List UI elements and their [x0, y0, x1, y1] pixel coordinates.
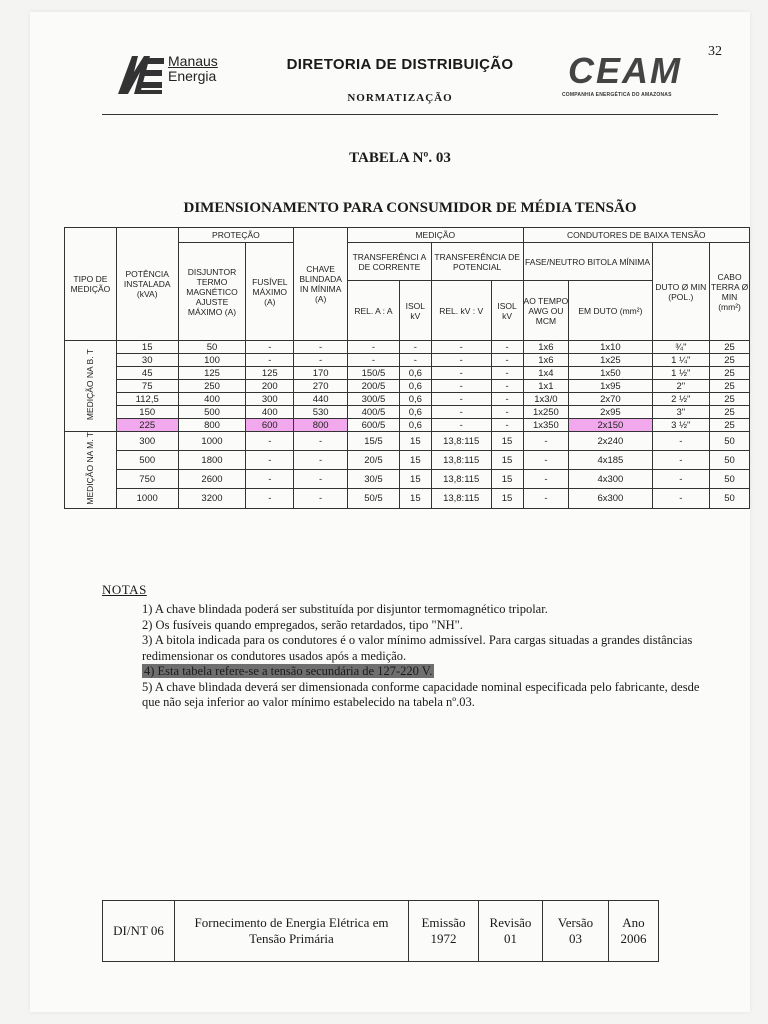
table-cell: -: [652, 489, 710, 508]
table-cell: -: [523, 470, 569, 489]
notes-list: [142, 602, 702, 711]
table-cell: 20/5: [348, 451, 400, 470]
table-cell: 15: [116, 341, 178, 354]
table-cell: 0,6: [399, 406, 431, 419]
footer-table: [102, 900, 659, 962]
table-cell: -: [294, 341, 348, 354]
table-cell: 1x250: [523, 406, 569, 419]
table-cell: 25: [710, 419, 750, 432]
table-cell: 125: [178, 367, 246, 380]
table-cell: 4x300: [569, 470, 652, 489]
table-cell: 25: [710, 393, 750, 406]
note-item: [142, 633, 702, 664]
table-cell: 800: [294, 419, 348, 432]
note-item: [142, 680, 702, 711]
note-text: [142, 664, 434, 678]
header-fase-neutro: FASE/NEUTRO BITOLA MÍNIMA: [523, 243, 652, 281]
table-cell: 400/5: [348, 406, 400, 419]
table-cell: 50/5: [348, 489, 400, 508]
table-cell: -: [348, 354, 400, 367]
table-cell: 6x300: [569, 489, 652, 508]
note-item: [142, 664, 702, 680]
table-cell: -: [399, 341, 431, 354]
table-cell: 15: [399, 451, 431, 470]
table-cell: -: [431, 393, 491, 406]
table-cell: 15: [399, 489, 431, 508]
table-cell: 170: [294, 367, 348, 380]
table-cell: 600/5: [348, 419, 400, 432]
table-cell: -: [294, 489, 348, 508]
table-subtitle: DIMENSIONAMENTO PARA CONSUMIDOR DE MÉDIA TENSÃO: [183, 200, 637, 216]
header-cabo-terra: CABO TERRA Ø MIN (mm²): [710, 243, 750, 341]
table-cell: 2": [652, 380, 710, 393]
table-cell: -: [246, 451, 294, 470]
header-transferencia-potencial: TRANSFERÊNCIA DE POTENCIAL: [431, 243, 523, 281]
table-cell: -: [431, 419, 491, 432]
footer-ano-label: Ano: [622, 915, 645, 930]
table-cell: 112,5: [116, 393, 178, 406]
table-cell: -: [523, 489, 569, 508]
table-cell: -: [348, 341, 400, 354]
table-cell: 25: [710, 341, 750, 354]
table-cell: -: [246, 341, 294, 354]
header-subtitle: NORMATIZAÇÃO: [347, 92, 453, 104]
footer-description: Fornecimento de Energia Elétrica em Tensão Primária: [175, 901, 409, 962]
group-medicao-bt-label: MEDIÇÃO NA B. T: [84, 348, 95, 421]
table-cell: -: [246, 489, 294, 508]
notes-title: NOTAS: [102, 582, 147, 597]
table-body-bt: [65, 341, 750, 432]
table-cell: 1 ½": [652, 367, 710, 380]
footer-versao-label: Versão: [557, 915, 594, 930]
note-text: [142, 680, 699, 710]
table-body-mt: [65, 432, 750, 509]
note-body: A bitola indicada para os condutores é o valor mínimo admissível. Para cargas situadas a grandes distâncias redimensionar os condutores usados após a medição.: [142, 633, 693, 663]
header-condutores: CONDUTORES DE BAIXA TENSÃO: [523, 228, 750, 243]
table-cell: -: [491, 341, 523, 354]
note-item: [142, 602, 702, 618]
dimensioning-table: [64, 227, 750, 509]
ceam-logo-subtitle: COMPANHIA ENERGÉTICA DO AMAZONAS: [562, 92, 672, 98]
manaus-energia-logo: [114, 52, 166, 96]
table-cell: 75: [116, 380, 178, 393]
table-cell: 3 ½": [652, 419, 710, 432]
table-cell: -: [399, 354, 431, 367]
header-ao-tempo: AO TEMPO AWG OU MCM: [523, 281, 569, 341]
table-cell: 300: [246, 393, 294, 406]
logo-line-2: Energia: [168, 68, 217, 84]
table-cell: -: [523, 451, 569, 470]
header-potencia: POTÊNCIA INSTALADA (kVA): [116, 228, 178, 341]
table-cell: ¾": [652, 341, 710, 354]
table-cell: 25: [710, 354, 750, 367]
table-cell: 750: [116, 470, 178, 489]
footer-code: DI/NT 06: [103, 901, 175, 962]
note-number: 4): [144, 664, 155, 678]
table-cell: 50: [710, 489, 750, 508]
group-medicao-mt-label: MEDIÇÃO NA M. T: [84, 432, 95, 505]
table-cell: 150: [116, 406, 178, 419]
footer-ano-value: 2006: [620, 931, 647, 946]
table-cell: 530: [294, 406, 348, 419]
table-cell: 50: [178, 341, 246, 354]
table-row: [65, 393, 750, 406]
note-number: 2): [142, 617, 153, 632]
table-cell: 2x95: [569, 406, 652, 419]
table-cell: 30: [116, 354, 178, 367]
table-cell: -: [294, 354, 348, 367]
table-row: [65, 406, 750, 419]
table-cell: 15: [491, 489, 523, 508]
table-cell: 3200: [178, 489, 246, 508]
footer-versao: [543, 901, 609, 962]
table-row: [65, 451, 750, 470]
logo-line-1: Manaus: [168, 53, 218, 69]
table-cell: 1000: [116, 489, 178, 508]
header-transferencia-corrente: TRANSFERÊNCI A DE CORRENTE: [348, 243, 432, 281]
table-cell: 200: [246, 380, 294, 393]
table-cell: 1x6: [523, 341, 569, 354]
table-cell: 15: [399, 470, 431, 489]
table-cell: 2 ½": [652, 393, 710, 406]
table-cell: 0,6: [399, 419, 431, 432]
note-text: [142, 602, 548, 616]
table-cell: 13,8:115: [431, 451, 491, 470]
table-row: [65, 341, 750, 354]
table-cell: -: [294, 432, 348, 451]
table-cell: 150/5: [348, 367, 400, 380]
note-body: Os fusíveis quando empregados, serão retardados, tipo "NH".: [155, 617, 463, 632]
table-cell: 270: [294, 380, 348, 393]
group-medicao-bt: [65, 341, 117, 432]
table-cell: 600: [246, 419, 294, 432]
table-cell: 15: [491, 451, 523, 470]
table-cell: 500: [178, 406, 246, 419]
header-isol-2: ISOL kV: [491, 281, 523, 341]
table-cell: 250: [178, 380, 246, 393]
table-cell: 200/5: [348, 380, 400, 393]
table-cell: 1x50: [569, 367, 652, 380]
footer-versao-value: 03: [569, 931, 582, 946]
table-cell: -: [294, 451, 348, 470]
table-cell: 1x25: [569, 354, 652, 367]
footer-emissao: [409, 901, 479, 962]
table-cell: 1 ¼": [652, 354, 710, 367]
table-cell: 4x185: [569, 451, 652, 470]
header-disjuntor: DISJUNTOR TERMO MAGNÉTICO AJUSTE MÁXIMO (A): [178, 243, 246, 341]
table-cell: -: [431, 380, 491, 393]
table-cell: 1800: [178, 451, 246, 470]
note-body: Esta tabela refere-se a tensão secundária de 127-220 V.: [157, 664, 433, 678]
note-item: [142, 618, 702, 634]
table-cell: 0,6: [399, 393, 431, 406]
note-number: 3): [142, 633, 153, 647]
table-cell: 13,8:115: [431, 489, 491, 508]
note-body: A chave blindada deverá ser dimensionada conforme capacidade nominal especificada pelo fabricante, desde que não seja inferior ao valor mínimo estabelecido na tabela nº.03.: [142, 679, 700, 709]
table-cell: -: [491, 419, 523, 432]
table-cell: 1x1: [523, 380, 569, 393]
table-cell: 1x350: [523, 419, 569, 432]
header-em-duto: EM DUTO (mm²): [569, 281, 652, 341]
table-cell: 1x4: [523, 367, 569, 380]
table-cell: 50: [710, 470, 750, 489]
document-page: [30, 12, 750, 1012]
table-cell: 125: [246, 367, 294, 380]
table-cell: -: [431, 354, 491, 367]
table-cell: -: [246, 470, 294, 489]
table-cell: -: [652, 451, 710, 470]
table-cell: 0,6: [399, 380, 431, 393]
table-cell: 100: [178, 354, 246, 367]
note-text: [142, 633, 692, 663]
table-cell: 1x95: [569, 380, 652, 393]
table-cell: 500: [116, 451, 178, 470]
table-cell: 300/5: [348, 393, 400, 406]
table-cell: 225: [116, 419, 178, 432]
footer-emissao-label: Emissão: [421, 915, 466, 930]
header-tipo-medicao: TIPO DE MEDIÇÃO: [65, 228, 117, 341]
table-cell: -: [652, 470, 710, 489]
table-cell: 1x3/0: [523, 393, 569, 406]
table-cell: 15: [399, 432, 431, 451]
table-cell: 2x240: [569, 432, 652, 451]
note-number: 5): [142, 679, 153, 694]
table-cell: -: [491, 354, 523, 367]
table-cell: 15: [491, 432, 523, 451]
table-row: [65, 432, 750, 451]
header-protecao: PROTEÇÃO: [178, 228, 294, 243]
group-medicao-mt: [65, 432, 117, 509]
footer-revisao-label: Revisão: [489, 915, 532, 930]
table-cell: -: [491, 393, 523, 406]
table-cell: 45: [116, 367, 178, 380]
table-cell: 0,6: [399, 367, 431, 380]
table-cell: 50: [710, 451, 750, 470]
table-cell: -: [491, 367, 523, 380]
table-cell: 3": [652, 406, 710, 419]
note-number: 1): [142, 602, 153, 616]
table-cell: 30/5: [348, 470, 400, 489]
note-text: [142, 618, 463, 632]
header-duto: DUTO Ø MIN (POL.): [652, 243, 710, 341]
header-divider: [102, 114, 718, 115]
header-title: DIRETORIA DE DISTRIBUIÇÃO: [286, 56, 514, 73]
header-fusivel: FUSÍVEL MÁXIMO (A): [246, 243, 294, 341]
header-rel-a: REL. A : A: [348, 281, 400, 341]
table-row: [65, 419, 750, 432]
table-row: [65, 470, 750, 489]
table-cell: -: [431, 406, 491, 419]
table-cell: 15/5: [348, 432, 400, 451]
table-cell: 50: [710, 432, 750, 451]
table-cell: -: [246, 354, 294, 367]
table-cell: 13,8:115: [431, 470, 491, 489]
table-row: [65, 489, 750, 508]
table-cell: 2x70: [569, 393, 652, 406]
table-cell: 1000: [178, 432, 246, 451]
header-rel-v: REL. kV : V: [431, 281, 491, 341]
footer-emissao-value: 1972: [430, 931, 457, 946]
table-row: [65, 354, 750, 367]
table-row: [65, 367, 750, 380]
table-row: [65, 380, 750, 393]
table-cell: 440: [294, 393, 348, 406]
ceam-logo: CEAM: [568, 50, 682, 91]
table-cell: 25: [710, 406, 750, 419]
table-cell: -: [246, 432, 294, 451]
table-cell: 300: [116, 432, 178, 451]
footer-revisao: [479, 901, 543, 962]
table-cell: 1x10: [569, 341, 652, 354]
footer-ano: [609, 901, 659, 962]
footer-revisao-value: 01: [504, 931, 517, 946]
table-cell: -: [523, 432, 569, 451]
table-cell: -: [491, 406, 523, 419]
table-cell: -: [431, 367, 491, 380]
table-cell: 15: [491, 470, 523, 489]
table-cell: 400: [178, 393, 246, 406]
header-isol-1: ISOL kV: [399, 281, 431, 341]
table-cell: 2x150: [569, 419, 652, 432]
table-cell: -: [431, 341, 491, 354]
table-cell: -: [491, 380, 523, 393]
header-chave-blindada: CHAVE BLINDADA IN MÍNIMA (A): [294, 228, 348, 341]
table-title: TABELA Nº. 03: [349, 150, 451, 166]
table-cell: 25: [710, 380, 750, 393]
page-number: 32: [708, 44, 722, 59]
table-cell: 800: [178, 419, 246, 432]
table-cell: 13,8:115: [431, 432, 491, 451]
table-cell: 2600: [178, 470, 246, 489]
header-medicao: MEDIÇÃO: [348, 228, 523, 243]
table-cell: 1x6: [523, 354, 569, 367]
table-cell: -: [294, 470, 348, 489]
table-cell: 25: [710, 367, 750, 380]
note-body: A chave blindada poderá ser substituída por disjuntor termomagnético tripolar.: [154, 602, 548, 616]
table-cell: 400: [246, 406, 294, 419]
manaus-energia-logo-text: [168, 54, 218, 84]
table-cell: -: [652, 432, 710, 451]
